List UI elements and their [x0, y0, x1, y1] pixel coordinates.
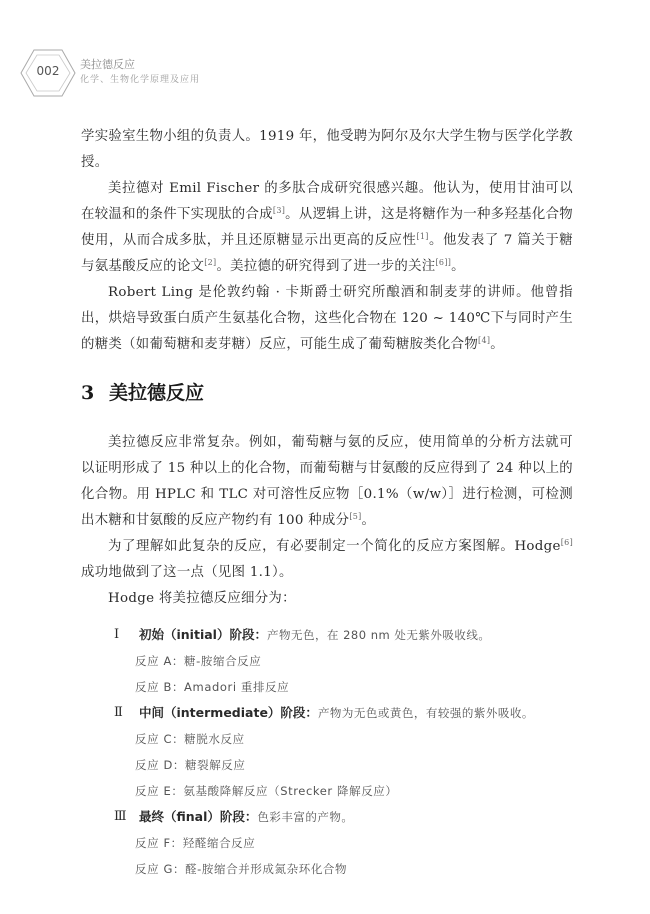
- paragraph-1: 学实验室生物小组的负责人。1919 年，他受聘为阿尔及尔大学生物与医学化学教授。: [81, 129, 573, 170]
- reaction-item: 反应 D：糖裂解反应: [135, 758, 246, 772]
- paragraph-3: Robert Ling 是伦敦约翰 · 卡斯爵士研究所酿酒和制麦芽的讲师。他曾指出，烘焙导致蛋白质产生氨基化合物，这些化合物在 120 ~ 140℃下与同时产生的糖类（如葡萄糖和麦芽糖）反应，可能生成了葡萄糖胺类化合物[4]。: [81, 285, 573, 352]
- stage-label: 最终（final）阶段：: [139, 809, 258, 824]
- citation: [6]]: [435, 258, 452, 267]
- section-heading: [81, 378, 573, 408]
- stage-description: 色彩丰富的产物。: [257, 810, 354, 824]
- stage-numeral: Ⅱ: [114, 705, 123, 720]
- citation: [4]: [478, 336, 491, 345]
- section-title: 美拉德反应: [109, 382, 205, 404]
- paragraph-5: 为了理解如此复杂的反应，有必要制定一个简化的反应方案图解。Hodge[6]成功地做到了这一点（见图 1.1）。: [81, 538, 573, 580]
- citation: [5]: [349, 512, 362, 521]
- paragraph-4: 美拉德反应非常复杂。例如，葡萄糖与氨的反应，使用简单的分析方法就可以证明形成了 15 种以上的化合物，而葡萄糖与甘氨酸的反应得到了 24 种以上的化合物。用 HPLC 和 TLC 对可溶性反应物［0.1%（w/w）］进行检测，可检测出木糖和甘氨酸的反应产物约有 100 种成分[5]。: [81, 435, 573, 528]
- reaction-item: 反应 E：氨基酸降解反应（Strecker 降解反应）: [135, 784, 398, 798]
- citation: [1]: [416, 232, 429, 241]
- running-header: [20, 48, 630, 98]
- paragraph-2: 美拉德对 Emil Fischer 的多肽合成研究很感兴趣。他认为，使用甘油可以在较温和的条件下实现肽的合成[3]。从逻辑上讲，这是将糖作为一种多羟基化合物使用，从而合成多肽，并且还原糖显示出更高的反应性[1]。他发表了 7 篇关于糖与氨基酸反应的论文[2]。美拉德的研究得到了进一步的关注[6]]。: [81, 181, 573, 274]
- paragraph-6: Hodge 将美拉德反应细分为：: [108, 591, 296, 606]
- stage-numeral: Ⅰ: [114, 627, 120, 642]
- citation: [6]: [560, 538, 573, 547]
- stage-label: 初始（initial）阶段：: [139, 627, 267, 642]
- reaction-item: 反应 A：糖-胺缩合反应: [135, 654, 262, 668]
- reaction-item: 反应 C：糖脱水反应: [135, 732, 245, 746]
- citation: [3]: [272, 206, 286, 215]
- book-subtitle: 化学、生物化学原理及应用: [80, 75, 201, 85]
- stage-description: 产物为无色或黄色，有较强的紫外吸收。: [317, 706, 534, 720]
- book-title: 美拉德反应: [80, 58, 135, 71]
- section-number: 3: [81, 382, 95, 404]
- reaction-item: 反应 G：醛-胺缩合并形成氮杂环化合物: [135, 862, 348, 876]
- reaction-item: 反应 B：Amadori 重排反应: [135, 680, 290, 694]
- stage-1: [81, 622, 573, 648]
- stage-description: 产物无色，在 280 nm 处无紫外吸收线。: [266, 628, 491, 642]
- stage-label: 中间（intermediate）阶段：: [139, 705, 318, 720]
- citation: [2]: [204, 258, 217, 267]
- reaction-item: 反应 F：羟醛缩合反应: [135, 836, 256, 850]
- stage-2: [81, 700, 573, 726]
- page-number: 002: [36, 64, 60, 78]
- stage-numeral: Ⅲ: [114, 809, 127, 824]
- page-body: [81, 124, 573, 882]
- stage-3: [81, 804, 573, 830]
- hexagon-page-badge: [20, 48, 76, 98]
- stage-list: [81, 622, 573, 882]
